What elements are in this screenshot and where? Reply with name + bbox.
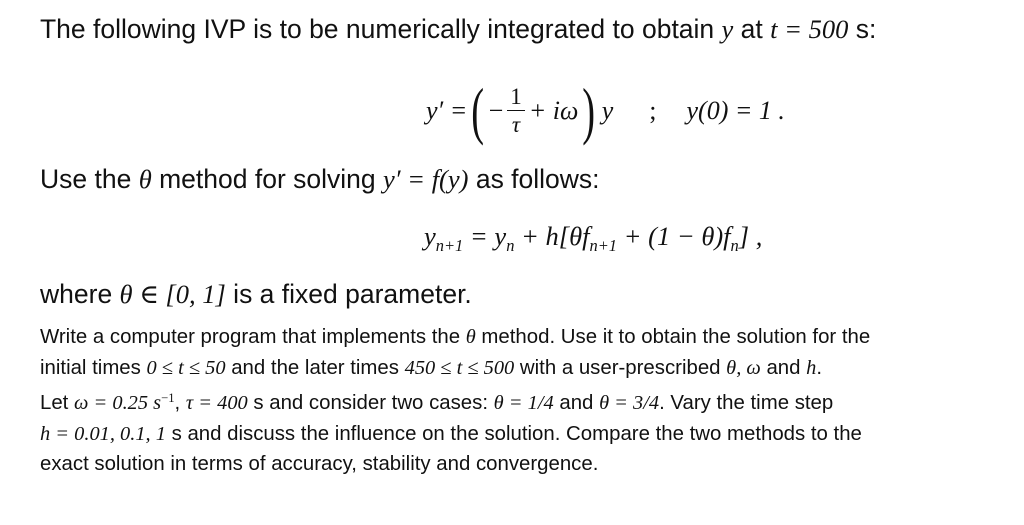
task-paragraph bbox=[40, 322, 988, 480]
task-r2-m2: 450 ≤ t ≤ 500 bbox=[404, 356, 515, 379]
intro-var-y: y bbox=[721, 14, 734, 44]
intro-time: t = 500 bbox=[770, 14, 849, 44]
theta-equation bbox=[424, 221, 762, 256]
right-paren: ) bbox=[582, 75, 596, 146]
theta-eq-sub-nb: n bbox=[730, 235, 739, 255]
task-r3-e: . Vary the time step bbox=[659, 392, 834, 415]
where-expr: θ ∈ [0, 1] bbox=[119, 279, 226, 309]
theta-eq-end: ] , bbox=[738, 221, 763, 251]
where-a: where bbox=[40, 279, 120, 309]
ivp-frac-num: 1 bbox=[507, 84, 525, 111]
task-r3-m1: ω = 0.25 s bbox=[74, 392, 162, 415]
task-row-5 bbox=[40, 449, 988, 480]
where-line bbox=[40, 279, 472, 310]
task-r3-d: and bbox=[553, 392, 600, 415]
ivp-fraction bbox=[507, 84, 525, 139]
left-paren: ( bbox=[471, 75, 485, 146]
task-r2-m1: 0 ≤ t ≤ 50 bbox=[146, 356, 226, 379]
task-row-3 bbox=[40, 383, 988, 419]
ivp-equation bbox=[426, 72, 785, 150]
ivp-minus: − bbox=[488, 96, 504, 125]
task-r1-theta: θ bbox=[465, 326, 476, 348]
task-r1-b: method. Use it to obtain the solution for the bbox=[475, 326, 871, 348]
method-intro-eq: y′ = f(y) bbox=[383, 164, 469, 194]
theta-eq-y: y bbox=[424, 221, 436, 251]
theta-eq-mid: + (1 − θ)f bbox=[617, 221, 731, 251]
task-r4-m1: h = 0.01, 0.1, 1 bbox=[40, 422, 166, 445]
ivp-separator: ; bbox=[649, 96, 657, 125]
task-row-2 bbox=[40, 353, 988, 384]
theta-eq-sub-n1: n+1 bbox=[435, 235, 464, 255]
task-r2-m3: θ, ω bbox=[726, 356, 761, 379]
ivp-plus-iw: + iω bbox=[528, 96, 579, 125]
task-r3-a: Let bbox=[40, 392, 75, 415]
task-r3-m3: θ = 1/4 bbox=[493, 392, 554, 415]
task-r3-c: s and consider two cases: bbox=[247, 392, 494, 415]
task-r2-m4: h bbox=[806, 356, 817, 379]
task-r2-e: . bbox=[816, 356, 823, 379]
task-r2-a: initial times bbox=[40, 356, 147, 379]
task-r1-a: Write a computer program that implements the bbox=[40, 326, 466, 348]
theta-eq-h: + h[θf bbox=[514, 221, 590, 251]
task-row-1 bbox=[40, 322, 988, 353]
method-intro-line bbox=[40, 164, 600, 195]
task-r3-m4: θ = 3/4 bbox=[599, 392, 660, 415]
task-row-4 bbox=[40, 419, 988, 450]
method-intro-b: method for solving bbox=[151, 164, 383, 194]
method-intro-c: as follows: bbox=[468, 164, 600, 194]
where-b: is a fixed parameter. bbox=[225, 279, 472, 309]
theta-eq-sub-n: n bbox=[506, 235, 515, 255]
task-r5-a: exact solution in terms of accuracy, stability and convergence. bbox=[40, 453, 599, 476]
task-r2-c: with a user-prescribed bbox=[514, 356, 727, 379]
intro-text: The following IVP is to be numerically integrated to obtain bbox=[40, 14, 722, 44]
ivp-frac-den: τ bbox=[511, 111, 521, 137]
intro-unit: s: bbox=[848, 14, 877, 44]
task-r3-m2: τ = 400 bbox=[185, 392, 248, 415]
method-intro-theta: θ bbox=[138, 164, 152, 194]
intro-line bbox=[40, 14, 876, 45]
ivp-lhs: y′ = bbox=[426, 96, 468, 125]
method-intro-a: Use the bbox=[40, 164, 139, 194]
task-r2-b: and the later times bbox=[225, 356, 405, 379]
theta-eq-yn: = y bbox=[463, 221, 507, 251]
task-r4-a: s and discuss the influence on the solution. Compare the two methods to the bbox=[165, 422, 862, 445]
task-r2-d: and bbox=[760, 356, 807, 379]
ivp-initial-condition: y(0) = 1 . bbox=[686, 96, 785, 125]
task-r3-b: , bbox=[174, 392, 186, 415]
ivp-rhs-y: y bbox=[601, 96, 614, 125]
task-r3-sup: −1 bbox=[161, 391, 175, 406]
theta-eq-sub-n1b: n+1 bbox=[589, 235, 617, 255]
intro-at: at bbox=[733, 14, 771, 44]
